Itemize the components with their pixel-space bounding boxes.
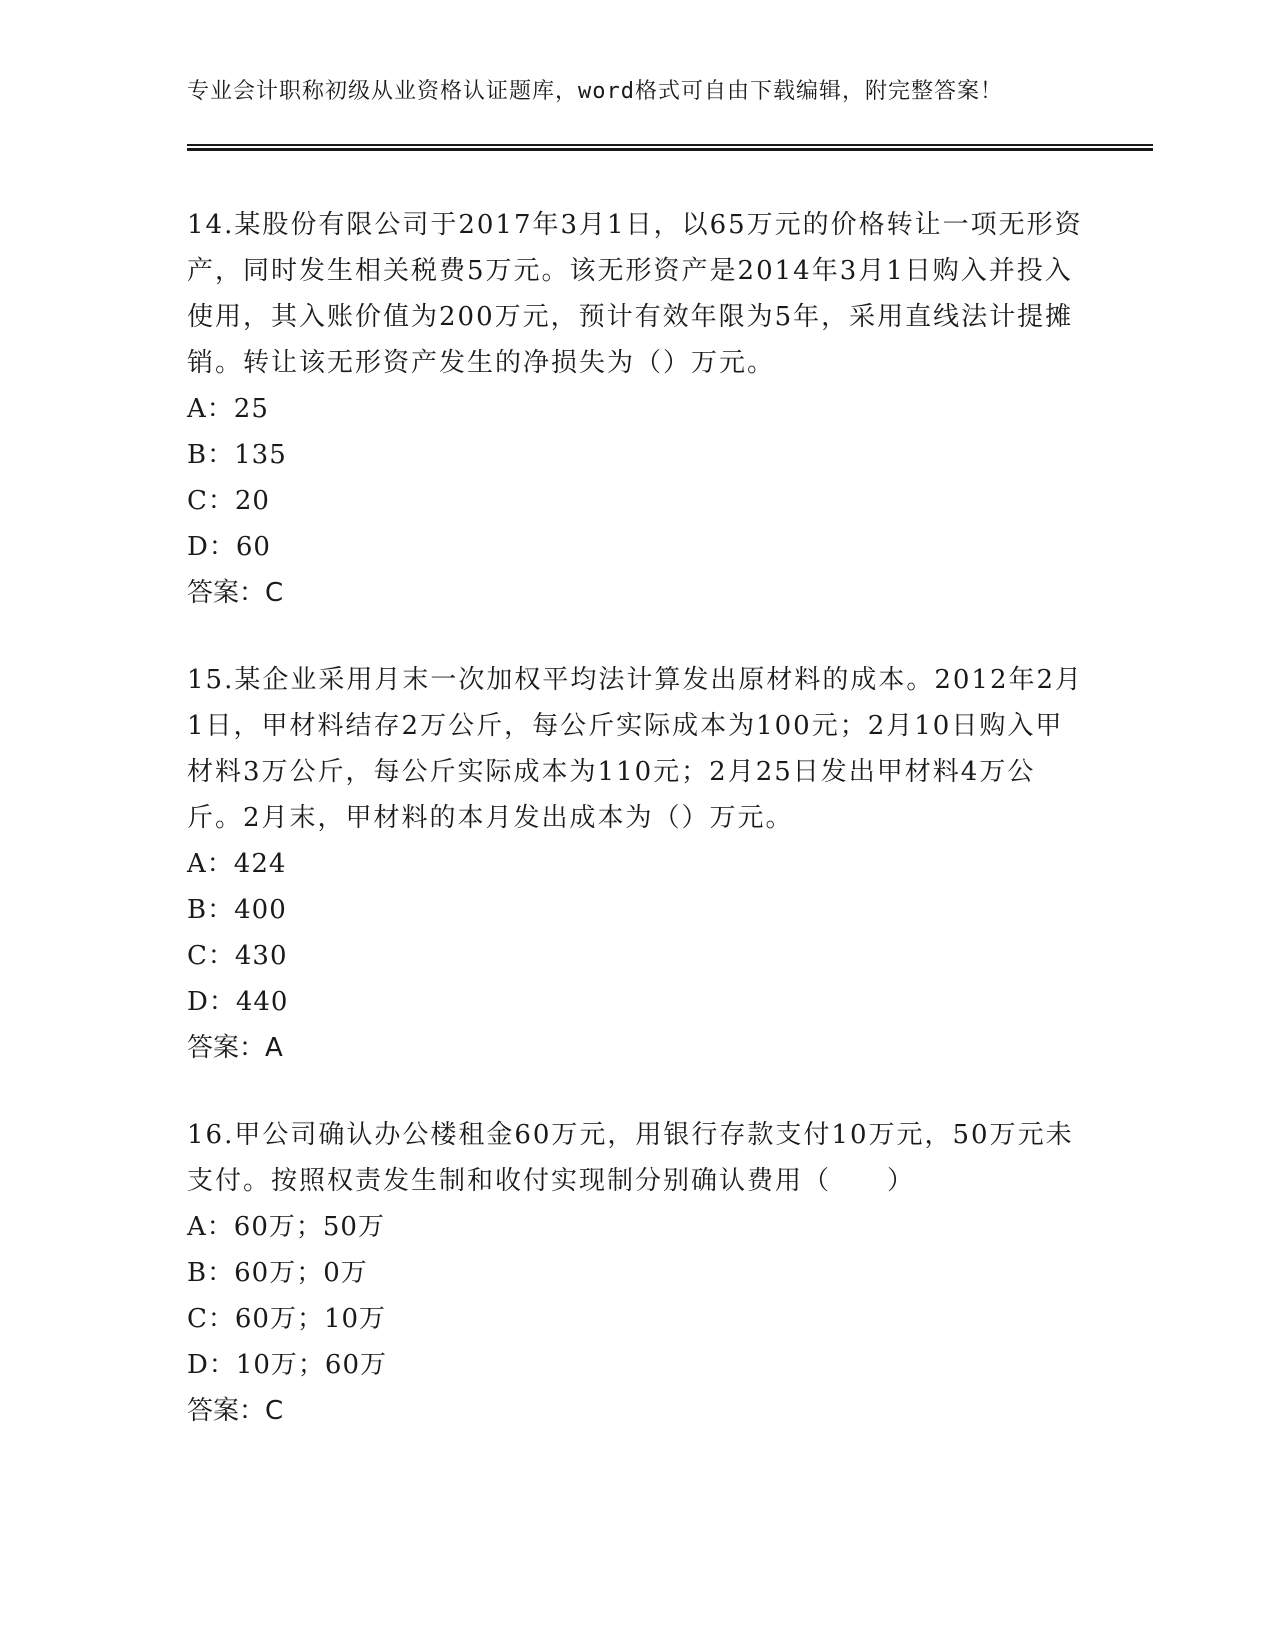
- question-15: [187, 657, 1087, 1071]
- header-divider-thin: [187, 144, 1153, 146]
- option-c: C：430: [187, 941, 288, 971]
- option-d: D：10万；60万: [187, 1350, 388, 1380]
- page-header: 专业会计职称初级从业资格认证题库，word格式可自由下载编辑，附完整答案！: [187, 79, 1003, 104]
- option-b: B：135: [187, 440, 287, 470]
- option-c: C：20: [187, 486, 270, 516]
- question-stem: 16.甲公司确认办公楼租金60万元，用银行存款支付10万元，50万元未支付。按照权责发生制和收付实现制分别确认费用（ ）: [187, 1120, 1074, 1196]
- option-a: A：424: [187, 849, 287, 879]
- option-d: D：60: [187, 532, 271, 562]
- option-d: D：440: [187, 987, 289, 1017]
- answer: 答案：C: [187, 578, 284, 608]
- option-c: C：60万；10万: [187, 1304, 387, 1334]
- header-divider-thick: [187, 148, 1153, 151]
- answer: 答案：C: [187, 1396, 284, 1426]
- question-stem: 14.某股份有限公司于2017年3月1日，以65万元的价格转让一项无形资产，同时发生相关税费5万元。该无形资产是2014年3月1日购入并投入使用，其入账价值为200万元，预计有效年限为5年，采用直线法计提摊销。转让该无形资产发生的净损失为（）万元。: [187, 210, 1083, 378]
- answer: 答案：A: [187, 1033, 283, 1063]
- question-14: [187, 202, 1087, 616]
- option-b: B：60万；0万: [187, 1258, 368, 1288]
- question-stem: 15.某企业采用月末一次加权平均法计算发出原材料的成本。2012年2月1日，甲材料结存2万公斤，每公斤实际成本为100元；2月10日购入甲材料3万公斤，每公斤实际成本为110元；2月25日发出甲材料4万公斤。2月末，甲材料的本月发出成本为（）万元。: [187, 665, 1084, 833]
- question-16: [187, 1112, 1087, 1434]
- option-b: B：400: [187, 895, 287, 925]
- option-a: A：25: [187, 394, 269, 424]
- option-a: A：60万；50万: [187, 1212, 385, 1242]
